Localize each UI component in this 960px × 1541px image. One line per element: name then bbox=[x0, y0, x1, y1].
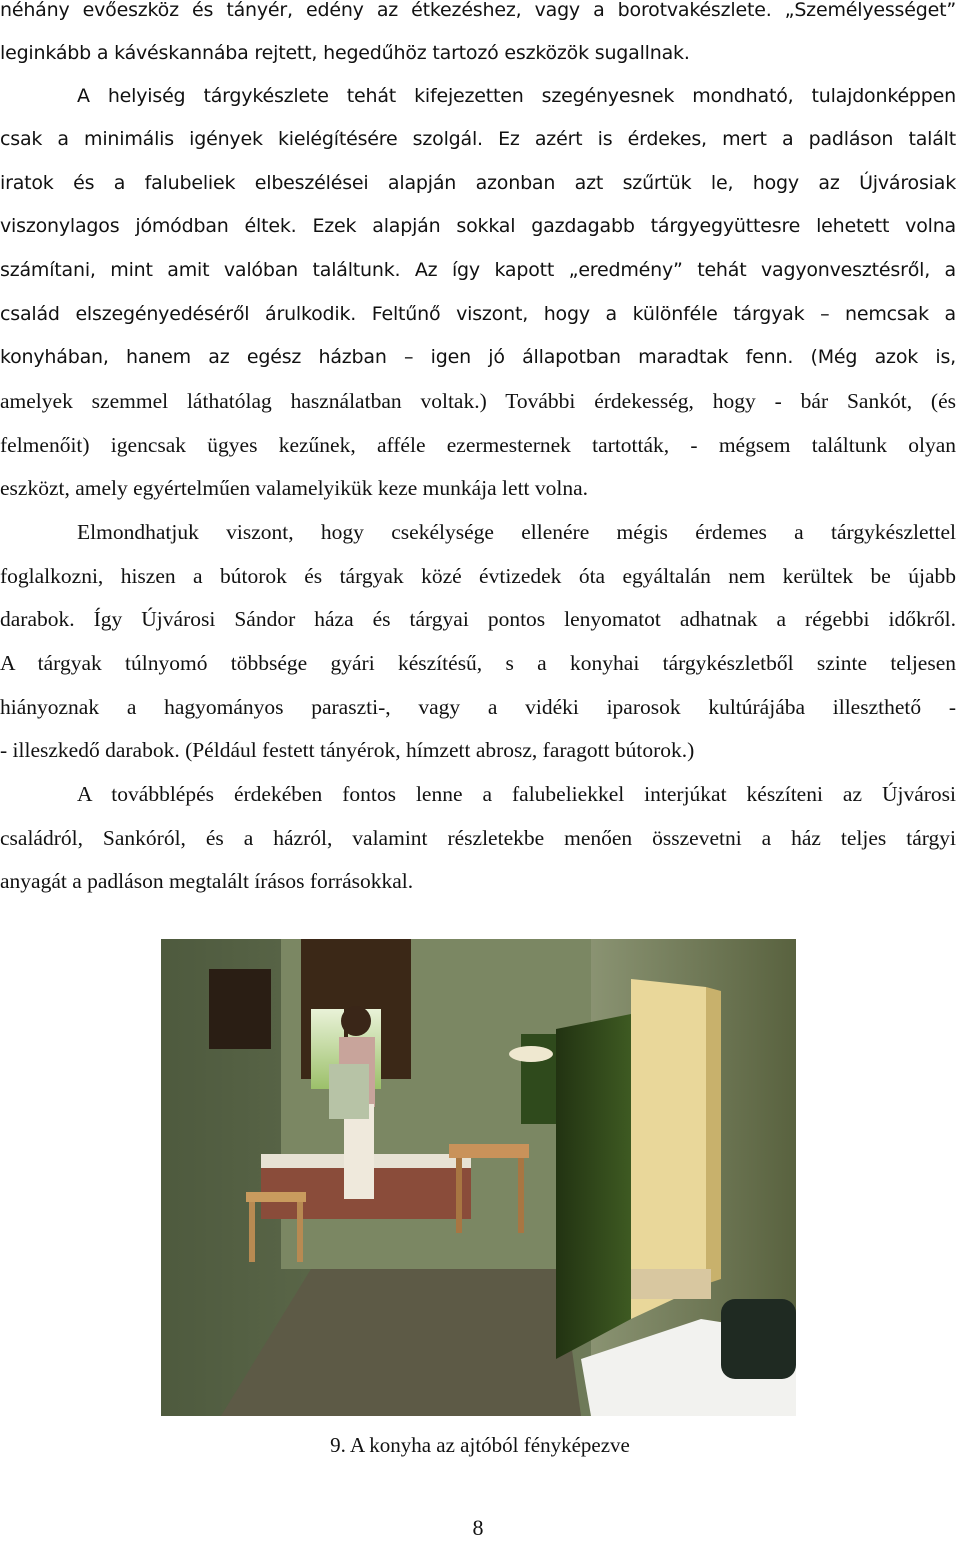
text-line: - illeszkedő darabok. (Például festett tányérok, hímzett abrosz, faragott bútorok.) bbox=[0, 738, 695, 762]
figure-caption: 9. A konyha az ajtóból fényképezve bbox=[330, 1433, 630, 1457]
text-line: iratok és a falubeliek elbeszélései alapján azonban azt szűrtük le, hogy az Újvárosiak bbox=[0, 172, 956, 194]
kitchen-photo bbox=[161, 939, 796, 1416]
text-line: konyhában, hanem az egész házban – igen jó állapotban maradtak fenn. (Még azok is, bbox=[0, 346, 956, 368]
text-line: néhány evőeszköz és tányér, edény az étkezéshez, vagy a borotvakészlete. „Személyességet” bbox=[0, 0, 956, 21]
text-line: A helyiség tárgykészlete tehát kifejezetten szegényesnek mondható, tulajdonképpen bbox=[77, 85, 956, 107]
text-line: számítani, mint amit valóban találtunk. Az így kapott „eredmény” tehát vagyonvesztésről, a bbox=[0, 259, 956, 281]
text-line: csak a minimális igények kielégítésére szolgál. Ez azért is érdekes, mert a padláson talált bbox=[0, 128, 956, 150]
text-line: viszonylagos jómódban éltek. Ezek alapján sokkal gazdagabb tárgyegyüttesre lehetett volna bbox=[0, 215, 956, 237]
text-line: leginkább a kávéskannába rejtett, hegedűhöz tartozó eszközök sugallnak. bbox=[0, 42, 690, 64]
text-line: amelyek szemmel láthatólag használatban voltak.) További érdekesség, hogy - bár Sankót, (és bbox=[0, 389, 956, 413]
text-line: hiányoznak a hagyományos paraszti-, vagy a vidéki iparosok kultúrájába illeszthető - bbox=[0, 695, 956, 719]
text-line: A tárgyak túlnyomó többsége gyári készítésű, s a konyhai tárgykészletből szinte teljesen bbox=[0, 651, 956, 675]
text-line: családról, Sankóról, és a házról, valamint részletekbe menően összevetni a ház teljes tárgyi bbox=[0, 826, 956, 850]
text-line: család elszegényedéséről árulkodik. Feltűnő viszont, hogy a különféle tárgyak – nemcsak a bbox=[0, 303, 956, 325]
page-number: 8 bbox=[472, 1515, 484, 1540]
text-line: foglalkozni, hiszen a bútorok és tárgyak közé évtizedek óta egyáltalán nem kerültek be újabb bbox=[0, 564, 956, 588]
text-line: anyagát a padláson megtalált írásos forrásokkal. bbox=[0, 869, 414, 893]
text-line: felmenőit) igencsak ügyes kezűnek, afféle ezermesternek tartották, - mégsem találtunk olyan bbox=[0, 433, 956, 457]
text-line: eszközt, amely egyértelműen valamelyikük keze munkája lett volna. bbox=[0, 476, 589, 500]
text-line: A továbblépés érdekében fontos lenne a falubeliekkel interjúkat készíteni az Újvárosi bbox=[77, 782, 956, 806]
text-line: Elmondhatjuk viszont, hogy csekélysége ellenére mégis érdemes a tárgykészlettel bbox=[77, 520, 956, 544]
text-line: darabok. Így Újvárosi Sándor háza és tárgyai pontos lenyomatot adhatnak a régebbi időkről. bbox=[0, 607, 956, 631]
